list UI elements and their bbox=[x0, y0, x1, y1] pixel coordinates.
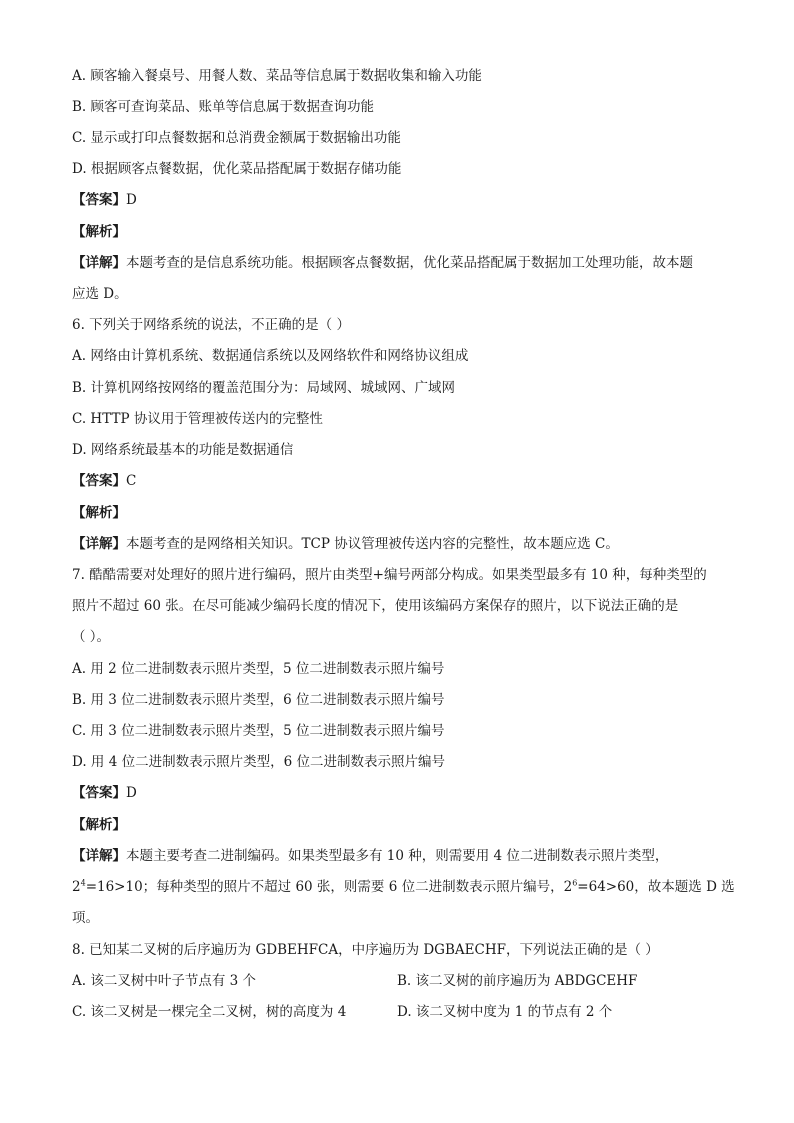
q7-stem-line-2: 照片不超过 60 张。在尽可能减少编码长度的情况下，使用该编码方案保存的照片，以下说法正确的是 bbox=[72, 598, 679, 614]
q6-answer bbox=[72, 472, 136, 490]
answer-value: D bbox=[126, 192, 137, 208]
q5-answer bbox=[72, 191, 137, 209]
q7-detail-line-3: 项。 bbox=[72, 910, 99, 926]
q6-option-b: B. 计算机网络按网络的覆盖范围分为：局域网、城域网、广域网 bbox=[72, 380, 456, 396]
q5-option-c: C. 显示或打印点餐数据和总消费金额属于数据输出功能 bbox=[72, 130, 401, 146]
q5-detail-line-2: 应选 D。 bbox=[72, 286, 128, 302]
q7-detail-line-1 bbox=[72, 847, 668, 865]
answer-value: C bbox=[126, 473, 137, 489]
q8-option-c: C. 该二叉树是一棵完全二叉树，树的高度为 4 bbox=[72, 1004, 347, 1020]
detail-tag: 【详解】 bbox=[72, 255, 126, 271]
q7-option-d: D. 用 4 位二进制数表示照片类型，6 位二进制数表示照片编号 bbox=[72, 754, 445, 770]
q6-option-d: D. 网络系统最基本的功能是数据通信 bbox=[72, 442, 294, 458]
detail-text: 本题考查的是信息系统功能。根据顾客点餐数据，优化菜品搭配属于数据加工处理功能，故本题 bbox=[126, 255, 693, 271]
q7-answer bbox=[72, 784, 137, 802]
q6-analysis bbox=[72, 504, 126, 522]
detail-text: =64>60，故本题选 D 选 bbox=[577, 879, 735, 895]
q5-analysis bbox=[72, 223, 126, 241]
q8-option-d: D. 该二叉树中度为 1 的节点有 2 个 bbox=[397, 1004, 613, 1020]
analysis-tag: 【解析】 bbox=[72, 224, 126, 240]
q7-detail-line-2 bbox=[72, 878, 735, 896]
detail-text: =16>10；每种类型的照片不超过 60 张，则需要 6 位二进制数表示照片编号，2 bbox=[85, 879, 573, 895]
answer-value: D bbox=[126, 785, 137, 801]
q6-option-a: A. 网络由计算机系统、数据通信系统以及网络软件和网络协议组成 bbox=[72, 348, 469, 364]
q7-option-b: B. 用 3 位二进制数表示照片类型，6 位二进制数表示照片编号 bbox=[72, 692, 445, 708]
q7-option-a: A. 用 2 位二进制数表示照片类型，5 位二进制数表示照片编号 bbox=[72, 661, 445, 677]
q8-option-b: B. 该二叉树的前序遍历为 ABDGCEHF bbox=[397, 973, 638, 989]
q6-detail-line-1 bbox=[72, 535, 619, 553]
detail-tag: 【详解】 bbox=[72, 848, 126, 864]
exponent: 4 bbox=[80, 878, 86, 888]
answer-tag: 【答案】 bbox=[72, 473, 126, 489]
answer-tag: 【答案】 bbox=[72, 192, 126, 208]
analysis-tag: 【解析】 bbox=[72, 505, 126, 521]
q6-option-c: C. HTTP 协议用于管理被传送内的完整性 bbox=[72, 411, 323, 427]
q5-option-d: D. 根据顾客点餐数据，优化菜品搭配属于数据存储功能 bbox=[72, 161, 402, 177]
exponent: 6 bbox=[572, 878, 578, 888]
q7-stem-line-1: 7. 酷酷需要对处理好的照片进行编码，照片由类型+编号两部分构成。如果类型最多有 10 种，每种类型的 bbox=[72, 567, 707, 583]
q5-option-a: A. 顾客输入餐桌号、用餐人数、菜品等信息属于数据收集和输入功能 bbox=[72, 68, 482, 84]
detail-tag: 【详解】 bbox=[72, 536, 126, 552]
q8-stem: 8. 已知某二叉树的后序遍历为 GDBEHFCA，中序遍历为 DGBAECHF，下列说法正确的是（ ） bbox=[72, 942, 659, 958]
q7-stem-line-3: （ ）。 bbox=[72, 629, 111, 645]
detail-text: 2 bbox=[72, 879, 81, 895]
detail-text: 本题主要考查二进制编码。如果类型最多有 10 种，则需要用 4 位二进制数表示照片类型， bbox=[126, 848, 669, 864]
q8-option-a: A. 该二叉树中叶子节点有 3 个 bbox=[72, 973, 257, 989]
q5-option-b: B. 顾客可查询菜品、账单等信息属于数据查询功能 bbox=[72, 99, 375, 115]
detail-text: 本题考查的是网络相关知识。TCP 协议管理被传送内容的完整性，故本题应选 C。 bbox=[126, 536, 619, 552]
answer-tag: 【答案】 bbox=[72, 785, 126, 801]
q6-stem: 6. 下列关于网络系统的说法，不正确的是（ ） bbox=[72, 317, 350, 333]
q5-detail-line-1 bbox=[72, 254, 693, 272]
analysis-tag: 【解析】 bbox=[72, 817, 126, 833]
q7-option-c: C. 用 3 位二进制数表示照片类型，5 位二进制数表示照片编号 bbox=[72, 723, 445, 739]
q7-analysis bbox=[72, 816, 126, 834]
